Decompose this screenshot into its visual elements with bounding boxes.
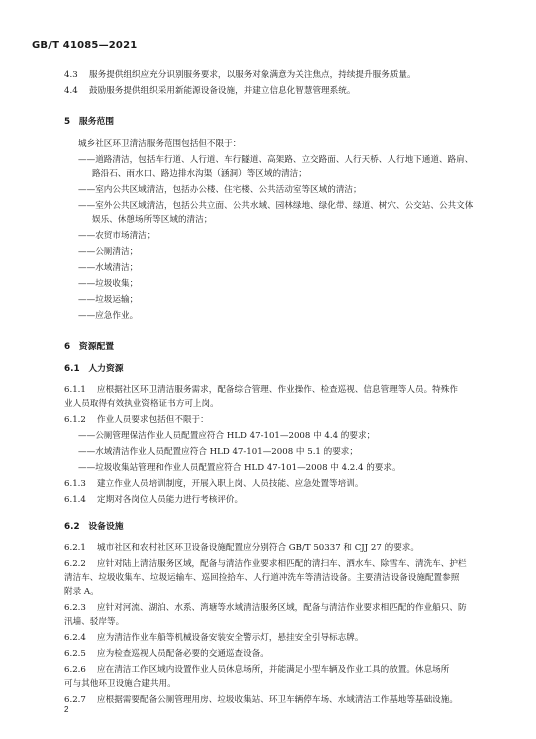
- text-line: 定期对各岗位人员能力进行考核评价。: [97, 495, 244, 505]
- clause-number: 6.2.3: [64, 603, 86, 613]
- text-line: ——垃圾收集站管理和作业人员配置应符合 HLD 47-101—2008 中 4.2.4 的要求。: [78, 463, 401, 473]
- clause-number: 6.1.4: [64, 495, 86, 505]
- text-line: 路沿石、雨水口、路边排水沟渠（涵洞）等区域的清洁；: [92, 169, 307, 179]
- clause-number: 6.1.1: [64, 385, 86, 395]
- text-line: 应为清洁作业车船等机械设备安装安全警示灯，悬挂安全引导标志牌。: [97, 633, 364, 643]
- text-line: ——应急作业。: [78, 311, 139, 321]
- text-line: ——垃圾运输；: [78, 295, 139, 305]
- section-heading: 6 资源配置: [64, 342, 115, 352]
- text-line: ——水域清洁作业人员配置应符合 HLD 47-101—2008 中 5.1 的要求；: [78, 447, 358, 457]
- clause-number: 6.2.5: [64, 649, 86, 659]
- text-line: 应根据社区环卫清洁服务需求，配备综合管理、作业操作、检查巡视、信息管理等人员。特殊作: [97, 385, 458, 395]
- clause-number: 6.2.4: [64, 633, 86, 643]
- text-line: 附录 A。: [64, 587, 99, 597]
- text-line: 应针对河流、湖泊、水系、湾塘等水域清洁服务区域，配备与清洁作业要求相匹配的作业船只、防: [97, 603, 467, 613]
- text-line: 汛墙、驳岸等。: [64, 617, 125, 627]
- text-line: 应为检查巡视人员配备必要的交通巡查设备。: [97, 649, 269, 659]
- text-line: 建立作业人员培训制度，开展入职上岗、人员技能、应急处置等培训。: [97, 479, 364, 489]
- section-heading: 6.1 人力资源: [64, 364, 124, 374]
- standard-code: GB/T 41085—2021: [32, 40, 138, 51]
- clause-number: 6.2.6: [64, 665, 86, 675]
- text-line: 服务提供组织应充分识别服务要求，以服务对象满意为关注焦点，持续提升服务质量。: [89, 70, 416, 80]
- text-line: ——农贸市场清洁；: [78, 231, 156, 241]
- text-line: ——公厕管理保洁作业人员配置应符合 HLD 47-101—2008 中 4.4 的要求；: [78, 431, 376, 441]
- clause-number: 4.4: [64, 86, 78, 96]
- clause-number: 4.3: [64, 70, 78, 80]
- text-line: 鼓励服务提供组织采用新能源设备设施，并建立信息化智慧管理系统。: [89, 86, 356, 96]
- text-line: ——室外公共区域清洁，包括公共立面、公共水域、园林绿地、绿化带、绿道、树穴、公交站、公共文体: [78, 201, 474, 211]
- text-line: 可与其他环卫设施合建共用。: [64, 679, 176, 689]
- text-line: 应在清洁工作区域内设置作业人员休息场所，并能满足小型车辆及作业工具的放置。休息场所: [97, 665, 450, 675]
- clause-number: 6.1.3: [64, 479, 86, 489]
- text-line: 城市社区和农村社区环卫设备设施配置应分别符合 GB/T 50337 和 CJJ 27 的要求。: [97, 543, 419, 553]
- text-line: 城乡社区环卫清洁服务范围包括但不限于：: [78, 139, 242, 149]
- clause-number: 6.2.7: [64, 695, 86, 705]
- text-line: 业人员取得有效执业资格证书方可上岗。: [64, 399, 219, 409]
- text-line: ——水域清洁；: [78, 263, 139, 273]
- text-line: 应根据需要配备公厕管理用房、垃圾收集站、环卫车辆停车场、水域清洁工作基地等基础设施。: [97, 695, 458, 705]
- text-line: 应针对陆上清洁服务区域，配备与清洁作业要求相匹配的清扫车、洒水车、除雪车、清洗车、护栏: [97, 559, 467, 569]
- section-heading: 6.2 设备设施: [64, 522, 124, 532]
- clause-number: 6.2.1: [64, 543, 86, 553]
- text-line: 清洁车、垃圾收集车、垃圾运输车、巡回捡拾车、人行道冲洗车等清洁设备。主要清洁设备设施配置参照: [64, 573, 460, 583]
- clause-number: 6.2.2: [64, 559, 86, 569]
- text-line: 娱乐、休憩场所等区域的清洁；: [92, 215, 213, 225]
- text-line: ——室内公共区域清洁，包括办公楼、住宅楼、公共活动室等区域的清洁；: [78, 185, 362, 195]
- text-line: 作业人员要求包括但不限于：: [97, 415, 209, 425]
- text-line: ——垃圾收集；: [78, 279, 139, 289]
- text-line: ——公厕清洁；: [78, 247, 139, 257]
- page-number: 2: [64, 705, 69, 714]
- section-heading: 5 服务范围: [64, 117, 115, 127]
- text-line: ——道路清洁，包括车行道、人行道、车行隧道、高架路、立交路面、人行天桥、人行地下通道、路肩、: [78, 155, 474, 165]
- clause-number: 6.1.2: [64, 415, 86, 425]
